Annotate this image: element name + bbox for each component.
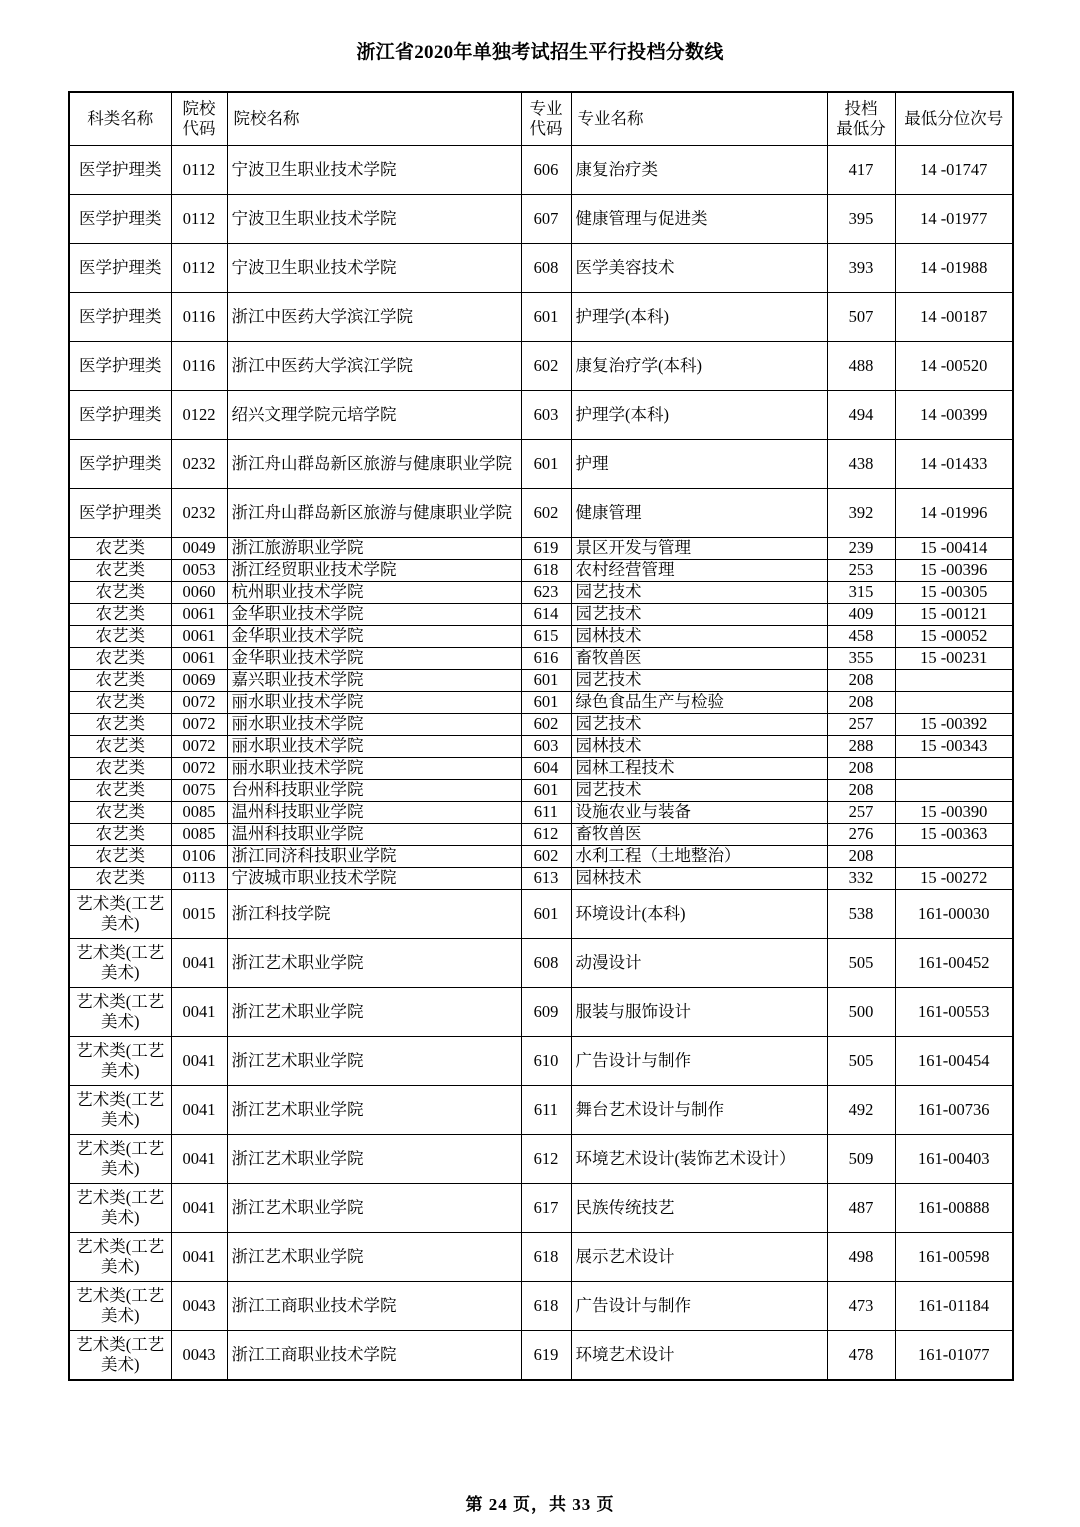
cell-school-name: 浙江同济科技职业学院 [227,845,521,867]
cell-school-name: 绍兴文理学院元培学院 [227,390,521,439]
cell-min-rank: 15 -00390 [895,801,1013,823]
cell-min-rank [895,845,1013,867]
cell-school-name: 浙江舟山群岛新区旅游与健康职业学院 [227,439,521,488]
cell-category: 农艺类 [69,603,171,625]
cell-major-code: 619 [521,1330,571,1380]
cell-school-name: 宁波卫生职业技术学院 [227,243,521,292]
cell-major-name: 农村经营管理 [571,559,827,581]
cell-min-rank [895,669,1013,691]
cell-category: 农艺类 [69,537,171,559]
cell-category: 农艺类 [69,823,171,845]
cell-major-code: 623 [521,581,571,603]
cell-school-name: 嘉兴职业技术学院 [227,669,521,691]
cell-category: 医学护理类 [69,243,171,292]
table-row [69,145,1013,194]
table-row [69,938,1013,987]
cell-min-score: 253 [827,559,895,581]
cell-school-code: 0085 [171,823,227,845]
table-row [69,1183,1013,1232]
cell-category: 医学护理类 [69,292,171,341]
cell-school-code: 0112 [171,145,227,194]
cell-category: 农艺类 [69,581,171,603]
table-row [69,537,1013,559]
cell-category: 农艺类 [69,559,171,581]
cell-major-name: 设施农业与装备 [571,801,827,823]
cell-category: 艺术类(工艺美术) [69,987,171,1036]
cell-major-name: 园林技术 [571,625,827,647]
cell-min-rank: 14 -00187 [895,292,1013,341]
cell-min-score: 208 [827,691,895,713]
cell-category: 农艺类 [69,779,171,801]
column-header-min-rank: 最低分位次号 [895,92,1013,146]
cell-min-score: 393 [827,243,895,292]
cell-min-rank: 14 -00399 [895,390,1013,439]
cell-school-code: 0015 [171,889,227,938]
table-header [69,92,1013,146]
cell-school-code: 0232 [171,488,227,537]
column-header-min-score: 投档 最低分 [827,92,895,146]
table-row [69,647,1013,669]
page-footer: 第 24 页，共 33 页 [465,1495,615,1514]
cell-major-code: 607 [521,194,571,243]
cell-school-name: 浙江经贸职业技术学院 [227,559,521,581]
cell-min-score: 458 [827,625,895,647]
cell-school-code: 0061 [171,647,227,669]
cell-major-name: 环境设计(本科) [571,889,827,938]
table-row [69,1232,1013,1281]
cell-min-rank: 15 -00363 [895,823,1013,845]
cell-school-name: 丽水职业技术学院 [227,757,521,779]
cell-min-score: 494 [827,390,895,439]
cell-major-name: 园艺技术 [571,713,827,735]
cell-min-score: 438 [827,439,895,488]
cell-category: 艺术类(工艺美术) [69,938,171,987]
cell-category: 农艺类 [69,713,171,735]
cell-school-name: 温州科技职业学院 [227,801,521,823]
cell-min-score: 208 [827,779,895,801]
table-row [69,1330,1013,1380]
cell-major-name: 园艺技术 [571,779,827,801]
cell-min-score: 498 [827,1232,895,1281]
cell-min-rank: 14 -01977 [895,194,1013,243]
cell-min-score: 208 [827,757,895,779]
cell-school-code: 0112 [171,194,227,243]
table-row [69,625,1013,647]
cell-major-code: 606 [521,145,571,194]
cell-major-code: 604 [521,757,571,779]
cell-category: 农艺类 [69,647,171,669]
cell-min-score: 409 [827,603,895,625]
cell-major-name: 园林技术 [571,867,827,889]
cell-category: 农艺类 [69,757,171,779]
cell-min-score: 257 [827,801,895,823]
cell-major-code: 609 [521,987,571,1036]
cell-school-code: 0085 [171,801,227,823]
cell-min-rank: 15 -00231 [895,647,1013,669]
cell-min-rank: 161-00553 [895,987,1013,1036]
cell-min-score: 538 [827,889,895,938]
cell-major-code: 601 [521,669,571,691]
cell-min-rank [895,779,1013,801]
cell-school-code: 0049 [171,537,227,559]
cell-category: 艺术类(工艺美术) [69,1232,171,1281]
table-row [69,390,1013,439]
cell-major-name: 动漫设计 [571,938,827,987]
cell-min-rank: 15 -00121 [895,603,1013,625]
column-header-school-code: 院校 代码 [171,92,227,146]
table-row [69,292,1013,341]
cell-min-score: 239 [827,537,895,559]
cell-min-score: 473 [827,1281,895,1330]
cell-major-code: 602 [521,713,571,735]
cell-school-code: 0041 [171,938,227,987]
cell-min-score: 500 [827,987,895,1036]
cell-major-name: 康复治疗学(本科) [571,341,827,390]
cell-school-name: 浙江舟山群岛新区旅游与健康职业学院 [227,488,521,537]
cell-school-code: 0061 [171,603,227,625]
cell-school-name: 宁波城市职业技术学院 [227,867,521,889]
cell-major-code: 613 [521,867,571,889]
cell-min-score: 487 [827,1183,895,1232]
cell-min-rank: 161-00454 [895,1036,1013,1085]
table-row [69,1134,1013,1183]
column-header-school-name: 院校名称 [227,92,521,146]
cell-major-code: 612 [521,823,571,845]
cell-major-name: 园艺技术 [571,669,827,691]
column-header-major-name: 专业名称 [571,92,827,146]
cell-major-name: 环境艺术设计(装饰艺术设计） [571,1134,827,1183]
cell-school-name: 浙江工商职业技术学院 [227,1330,521,1380]
cell-school-code: 0072 [171,757,227,779]
cell-major-name: 园艺技术 [571,603,827,625]
cell-school-name: 金华职业技术学院 [227,603,521,625]
cell-min-rank: 14 -01747 [895,145,1013,194]
table-header-row [69,92,1013,146]
table-row [69,713,1013,735]
cell-min-rank: 161-01077 [895,1330,1013,1380]
cell-category: 医学护理类 [69,390,171,439]
cell-major-name: 护理学(本科) [571,390,827,439]
cell-major-name: 园艺技术 [571,581,827,603]
table-row [69,779,1013,801]
cell-min-rank: 161-00452 [895,938,1013,987]
table-row [69,987,1013,1036]
cell-min-score: 392 [827,488,895,537]
cell-min-rank: 14 -00520 [895,341,1013,390]
cell-major-code: 612 [521,1134,571,1183]
cell-major-code: 618 [521,559,571,581]
cell-major-name: 绿色食品生产与检验 [571,691,827,713]
cell-min-rank: 161-01184 [895,1281,1013,1330]
cell-school-code: 0043 [171,1281,227,1330]
page-title: 浙江省2020年单独考试招生平行投档分数线 [356,42,724,63]
table-row [69,1085,1013,1134]
cell-major-code: 615 [521,625,571,647]
cell-category: 农艺类 [69,735,171,757]
cell-major-name: 广告设计与制作 [571,1036,827,1085]
score-table-container [68,91,1012,1381]
cell-school-name: 浙江艺术职业学院 [227,1036,521,1085]
cell-min-score: 505 [827,1036,895,1085]
cell-school-code: 0061 [171,625,227,647]
table-body [69,145,1013,1380]
cell-school-code: 0116 [171,341,227,390]
cell-school-code: 0041 [171,1036,227,1085]
cell-major-name: 舞台艺术设计与制作 [571,1085,827,1134]
cell-major-name: 环境艺术设计 [571,1330,827,1380]
cell-school-code: 0041 [171,1085,227,1134]
cell-major-name: 景区开发与管理 [571,537,827,559]
cell-major-code: 614 [521,603,571,625]
cell-major-name: 广告设计与制作 [571,1281,827,1330]
cell-major-code: 608 [521,243,571,292]
cell-min-rank: 14 -01433 [895,439,1013,488]
column-header-category: 科类名称 [69,92,171,146]
cell-category: 农艺类 [69,845,171,867]
table-row [69,439,1013,488]
cell-min-score: 505 [827,938,895,987]
cell-category: 医学护理类 [69,341,171,390]
table-row [69,559,1013,581]
cell-school-code: 0041 [171,1183,227,1232]
cell-school-name: 宁波卫生职业技术学院 [227,145,521,194]
cell-min-rank: 15 -00414 [895,537,1013,559]
cell-school-code: 0072 [171,691,227,713]
cell-school-name: 浙江中医药大学滨江学院 [227,341,521,390]
cell-school-name: 金华职业技术学院 [227,647,521,669]
table-row [69,1036,1013,1085]
cell-category: 艺术类(工艺美术) [69,889,171,938]
cell-min-rank: 15 -00392 [895,713,1013,735]
cell-min-rank: 15 -00305 [895,581,1013,603]
cell-min-rank: 161-00888 [895,1183,1013,1232]
cell-school-name: 浙江艺术职业学院 [227,1085,521,1134]
cell-major-code: 602 [521,488,571,537]
cell-min-rank [895,691,1013,713]
cell-category: 农艺类 [69,625,171,647]
cell-major-name: 畜牧兽医 [571,823,827,845]
cell-school-name: 浙江艺术职业学院 [227,1232,521,1281]
table-row [69,691,1013,713]
cell-school-name: 金华职业技术学院 [227,625,521,647]
cell-category: 艺术类(工艺美术) [69,1281,171,1330]
cell-major-code: 611 [521,801,571,823]
table-row [69,194,1013,243]
cell-school-code: 0041 [171,1232,227,1281]
cell-min-score: 395 [827,194,895,243]
cell-school-code: 0106 [171,845,227,867]
cell-min-score: 276 [827,823,895,845]
cell-major-code: 602 [521,341,571,390]
cell-min-score: 208 [827,845,895,867]
cell-major-name: 护理 [571,439,827,488]
cell-category: 艺术类(工艺美术) [69,1134,171,1183]
cell-school-name: 杭州职业技术学院 [227,581,521,603]
cell-school-code: 0060 [171,581,227,603]
cell-min-score: 492 [827,1085,895,1134]
cell-min-score: 208 [827,669,895,691]
cell-min-rank: 15 -00396 [895,559,1013,581]
cell-min-score: 507 [827,292,895,341]
table-row [69,603,1013,625]
cell-min-rank: 161-00030 [895,889,1013,938]
cell-major-code: 618 [521,1232,571,1281]
cell-major-name: 健康管理与促进类 [571,194,827,243]
cell-major-code: 619 [521,537,571,559]
cell-school-name: 丽水职业技术学院 [227,735,521,757]
cell-major-name: 园林工程技术 [571,757,827,779]
cell-min-rank: 161-00598 [895,1232,1013,1281]
cell-category: 艺术类(工艺美术) [69,1036,171,1085]
cell-school-name: 温州科技职业学院 [227,823,521,845]
cell-school-name: 浙江科技学院 [227,889,521,938]
cell-school-name: 宁波卫生职业技术学院 [227,194,521,243]
cell-major-code: 616 [521,647,571,669]
table-row [69,801,1013,823]
cell-min-rank: 15 -00052 [895,625,1013,647]
cell-category: 医学护理类 [69,194,171,243]
cell-major-code: 617 [521,1183,571,1232]
cell-category: 医学护理类 [69,145,171,194]
cell-school-code: 0069 [171,669,227,691]
cell-major-code: 602 [521,845,571,867]
cell-school-code: 0072 [171,713,227,735]
cell-school-code: 0122 [171,390,227,439]
cell-major-name: 服装与服饰设计 [571,987,827,1036]
cell-major-name: 畜牧兽医 [571,647,827,669]
cell-min-rank: 161-00736 [895,1085,1013,1134]
table-row [69,735,1013,757]
cell-school-name: 浙江中医药大学滨江学院 [227,292,521,341]
cell-major-name: 水利工程（土地整治） [571,845,827,867]
table-row [69,823,1013,845]
cell-major-code: 601 [521,292,571,341]
cell-major-code: 603 [521,390,571,439]
table-row [69,757,1013,779]
cell-category: 农艺类 [69,691,171,713]
cell-min-rank: 15 -00272 [895,867,1013,889]
cell-category: 艺术类(工艺美术) [69,1330,171,1380]
cell-school-code: 0041 [171,1134,227,1183]
cell-min-score: 332 [827,867,895,889]
cell-min-score: 509 [827,1134,895,1183]
cell-school-code: 0232 [171,439,227,488]
cell-school-code: 0041 [171,987,227,1036]
cell-min-score: 488 [827,341,895,390]
table-row [69,1281,1013,1330]
table-row [69,867,1013,889]
cell-min-score: 355 [827,647,895,669]
cell-school-code: 0116 [171,292,227,341]
cell-min-score: 288 [827,735,895,757]
cell-major-name: 康复治疗类 [571,145,827,194]
cell-major-code: 608 [521,938,571,987]
cell-min-score: 478 [827,1330,895,1380]
cell-school-code: 0053 [171,559,227,581]
cell-category: 艺术类(工艺美术) [69,1085,171,1134]
cell-major-code: 618 [521,1281,571,1330]
cell-category: 农艺类 [69,669,171,691]
cell-school-name: 浙江艺术职业学院 [227,1134,521,1183]
table-row [69,845,1013,867]
table-row [69,669,1013,691]
cell-major-name: 园林技术 [571,735,827,757]
table-row [69,488,1013,537]
cell-school-name: 台州科技职业学院 [227,779,521,801]
cell-major-code: 601 [521,889,571,938]
cell-min-rank [895,757,1013,779]
cell-school-name: 丽水职业技术学院 [227,713,521,735]
table-row [69,341,1013,390]
cell-category: 医学护理类 [69,439,171,488]
cell-school-code: 0072 [171,735,227,757]
cell-category: 农艺类 [69,801,171,823]
cell-min-score: 417 [827,145,895,194]
score-table [68,91,1014,1381]
cell-min-score: 257 [827,713,895,735]
cell-major-code: 601 [521,691,571,713]
cell-school-name: 浙江艺术职业学院 [227,938,521,987]
cell-category: 农艺类 [69,867,171,889]
cell-school-name: 浙江艺术职业学院 [227,987,521,1036]
cell-major-name: 健康管理 [571,488,827,537]
cell-major-name: 护理学(本科) [571,292,827,341]
cell-min-rank: 15 -00343 [895,735,1013,757]
table-row [69,581,1013,603]
cell-school-name: 浙江旅游职业学院 [227,537,521,559]
cell-min-rank: 161-00403 [895,1134,1013,1183]
cell-school-name: 浙江工商职业技术学院 [227,1281,521,1330]
cell-school-code: 0112 [171,243,227,292]
cell-major-code: 610 [521,1036,571,1085]
cell-major-name: 民族传统技艺 [571,1183,827,1232]
cell-min-score: 315 [827,581,895,603]
table-row [69,243,1013,292]
cell-min-rank: 14 -01988 [895,243,1013,292]
cell-category: 医学护理类 [69,488,171,537]
cell-school-name: 浙江艺术职业学院 [227,1183,521,1232]
cell-major-name: 展示艺术设计 [571,1232,827,1281]
cell-school-name: 丽水职业技术学院 [227,691,521,713]
cell-school-code: 0113 [171,867,227,889]
cell-major-code: 603 [521,735,571,757]
cell-major-code: 611 [521,1085,571,1134]
cell-category: 艺术类(工艺美术) [69,1183,171,1232]
cell-major-name: 医学美容技术 [571,243,827,292]
cell-major-code: 601 [521,779,571,801]
table-row [69,889,1013,938]
cell-min-rank: 14 -01996 [895,488,1013,537]
cell-major-code: 601 [521,439,571,488]
cell-school-code: 0075 [171,779,227,801]
cell-school-code: 0043 [171,1330,227,1380]
column-header-major-code: 专业 代码 [521,92,571,146]
